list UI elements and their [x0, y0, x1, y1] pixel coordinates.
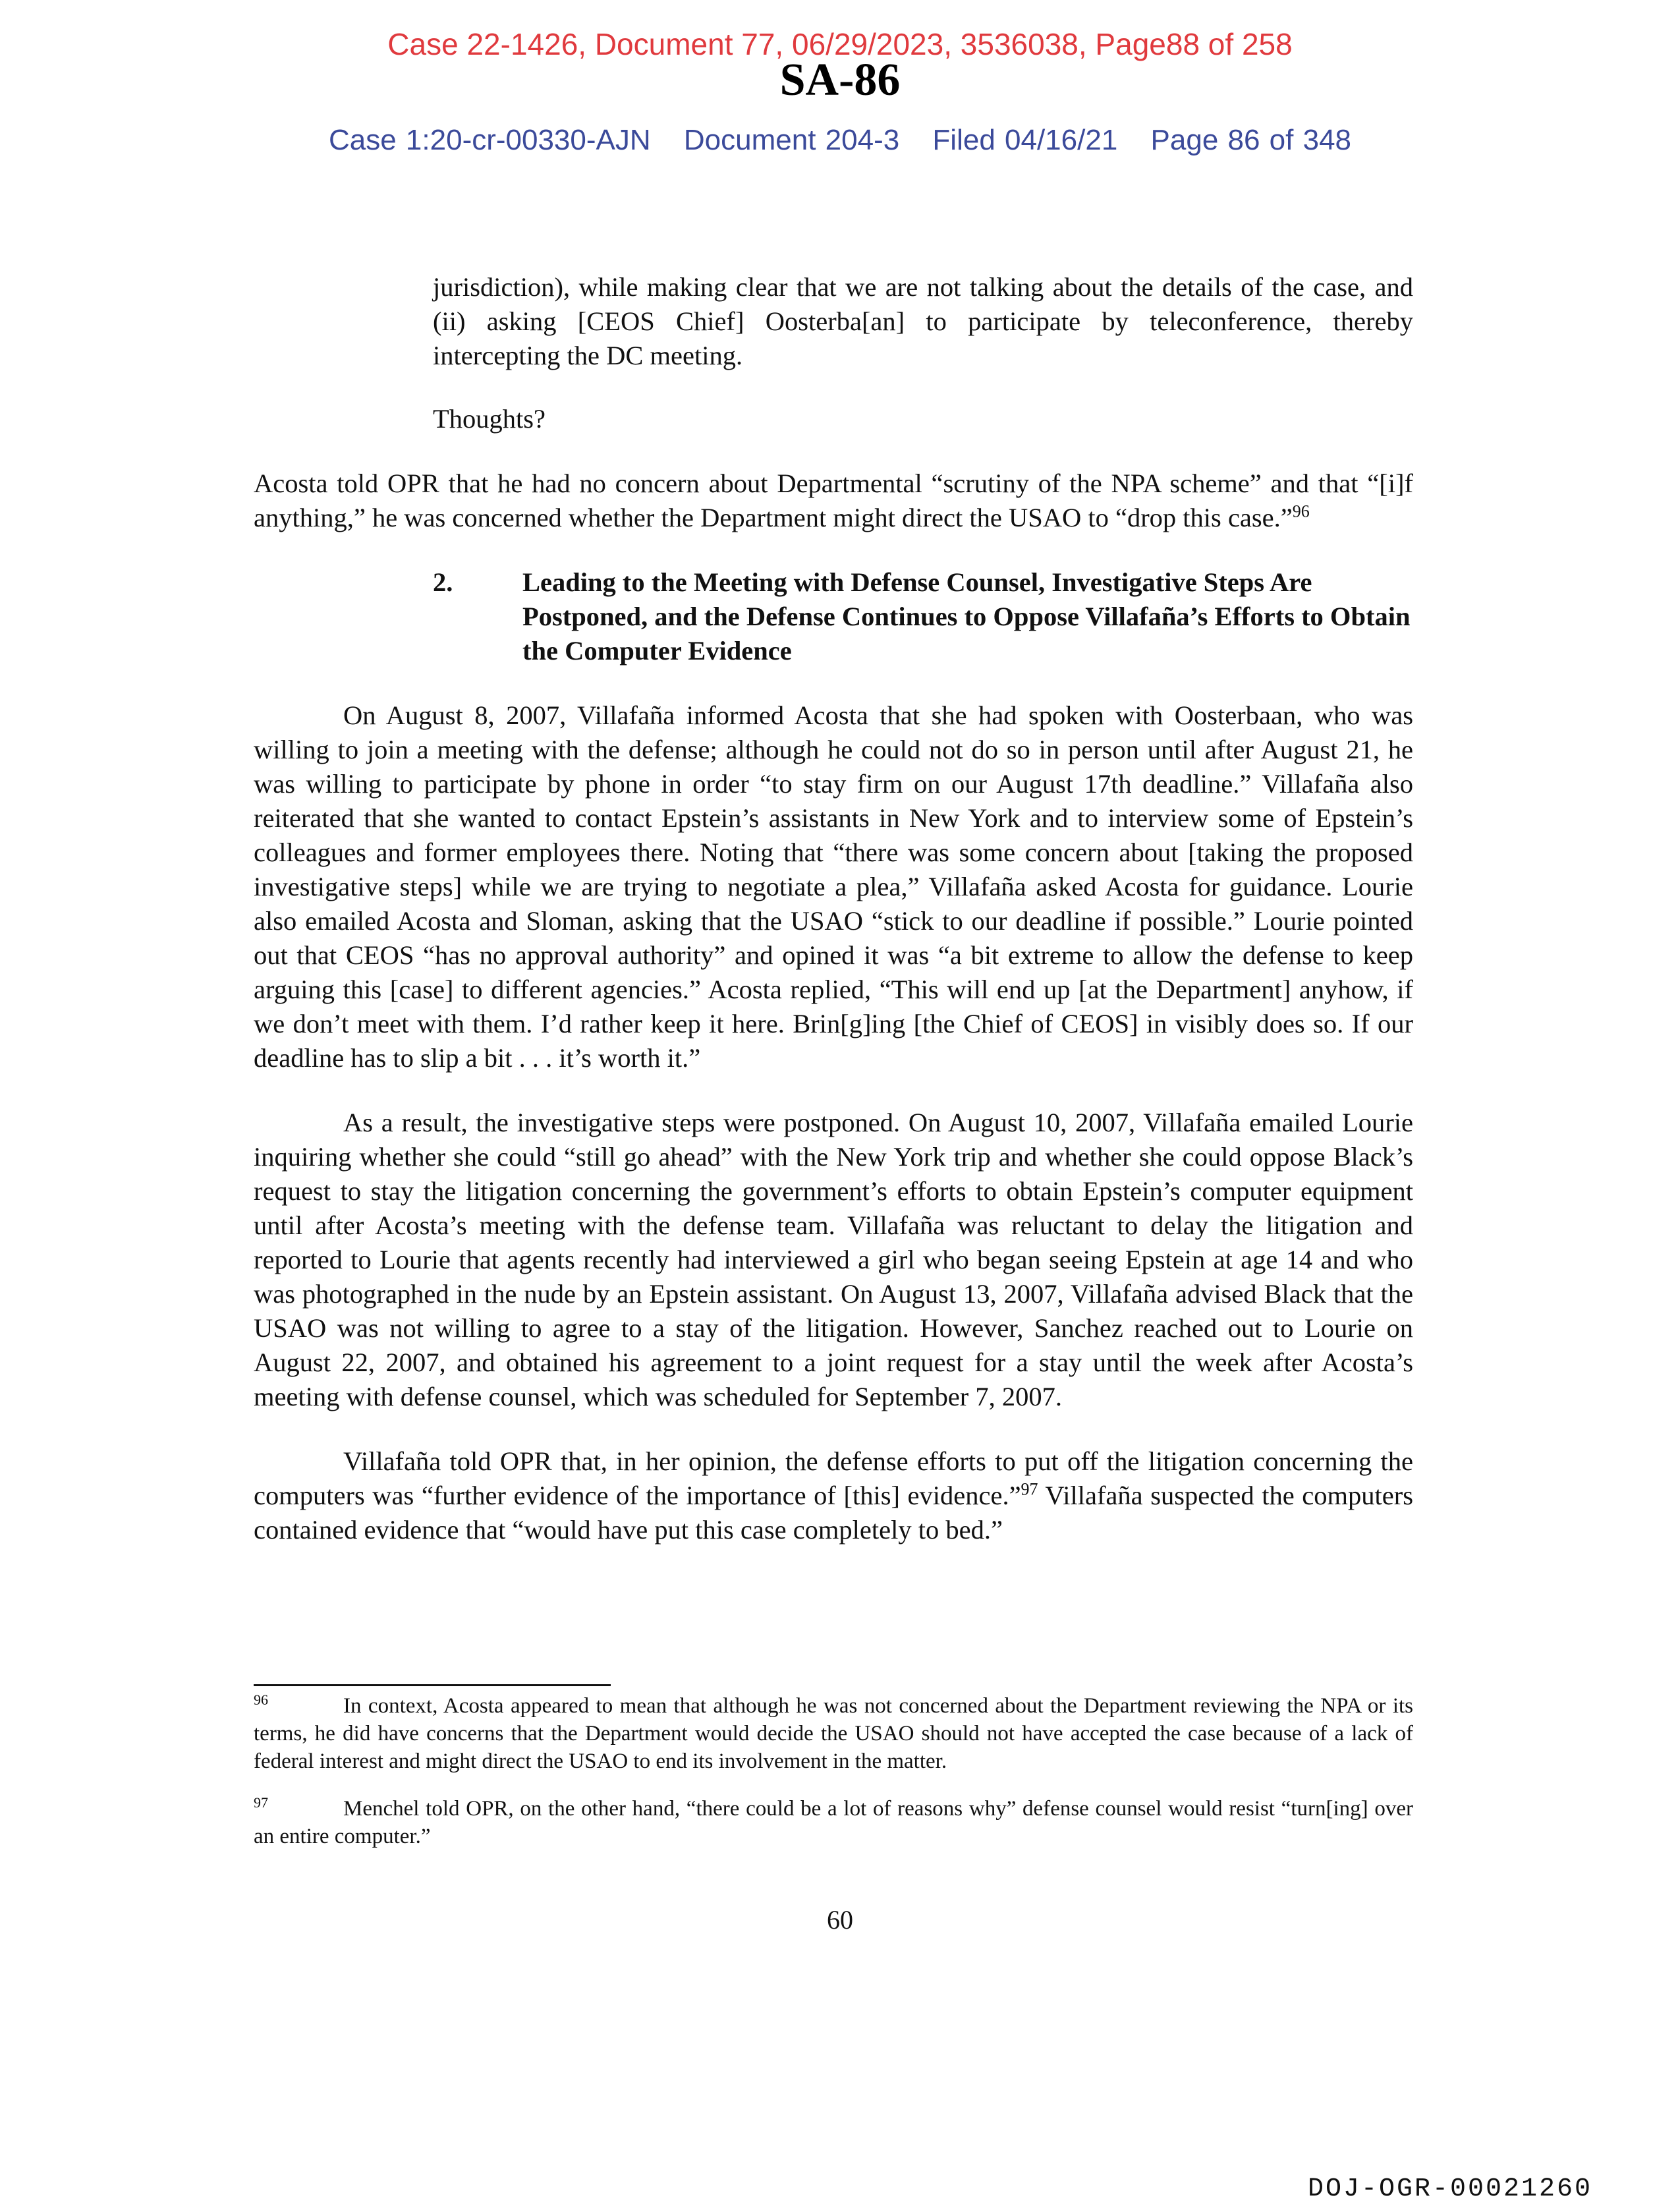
district-case-header	[0, 124, 1680, 157]
page-of-total: Page 86 of 348	[1150, 124, 1352, 156]
section-number: 2.	[433, 567, 453, 597]
footnote-96: 96 In context, Acosta appeared to mean that although he was not concerned about the Department reviewing the NPA or its terms, he did have concerns that the Department would decide the USAO should not have accepted the case because of a lack of federal interest and might direct the USAO to end its involvement in the matter.	[254, 1691, 1413, 1773]
block-quote	[433, 270, 1413, 436]
section-heading	[254, 565, 1413, 668]
appellate-case-header: Case 22-1426, Document 77, 06/29/2023, 3536038, Page88 of 258	[387, 27, 1293, 61]
block-quote-thoughts: Thoughts?	[433, 404, 546, 434]
footnotes	[254, 1692, 1413, 1870]
paragraph-steps-postponed: As a result, the investigative steps were postponed. On August 10, 2007, Villafaña emailed Lourie inquiring whether she could “still go ahead” with the New York trip and whether she could oppose Black’s request to stay the litigation concerning the government’s efforts to obtain Epstein’s computer equipment until after Acosta’s meeting with the defense team. Villafaña was reluctant to delay the litigation and reported to Lourie that agents recently had interviewed a girl who began seeing Epstein at age 14 and who was photographed in the nude by an Epstein assistant. On August 13, 2007, Villafaña advised Black that the USAO was not willing to agree to a stay of the litigation. However, Sanchez reached out to Lourie on August 22, 2007, and obtained his agreement to a joint request for a stay until the week after Acosta’s meeting with defense counsel, which was scheduled for September 7, 2007.	[254, 1108, 1413, 1411]
bates-number: DOJ-OGR-00021260	[1308, 2174, 1593, 2204]
document-body	[254, 270, 1413, 1547]
footnote-divider	[254, 1684, 611, 1686]
footnote-ref-97[interactable]: 97	[1021, 1479, 1038, 1499]
section-title: Leading to the Meeting with Defense Counsel, Investigative Steps Are Postponed, and the Defense Continues to Oppose Villafaña’s Efforts to Obtain the Computer Evidence	[522, 567, 1411, 666]
paragraph-text: Acosta told OPR that he had no concern about Departmental “scrutiny of the NPA scheme” and that “[i]f anything,” he was concerned whether the Department might direct the USAO to “drop this case.”	[254, 468, 1413, 532]
footnote-97: 97 Menchel told OPR, on the other hand, “there could be a lot of reasons why” defense counsel would resist “turn[ing] over an entire computer.”	[254, 1794, 1413, 1848]
case-number: Case 1:20-cr-00330-AJN	[328, 124, 651, 156]
paragraph-august-8: On August 8, 2007, Villafaña informed Acosta that she had spoken with Oosterbaan, who was willing to join a meeting with the defense; although he could not do so in person until after August 21, he was willing to participate by phone in order “to stay firm on our August 17th deadline.” Villafaña also reiterated that she wanted to contact Epstein’s assistants in New York and to interview some of Epstein’s colleagues and former employees there. Noting that “there was some concern about [taking the proposed investigative steps] while we are trying to negotiate a plea,” Villafaña asked Acosta for guidance. Lourie also emailed Acosta and Sloman, asking that the USAO “stick to our deadline if possible.” Lourie pointed out that CEOS “has no approval authority” and opined it was “a bit extreme to allow the defense to keep arguing this [case] to different agencies.” Acosta replied, “This will end up [at the Department] anyhow, if we don’t meet with them. I’d rather keep it here. Brin[g]ing [the Chief of CEOS] in visibly does so. If our deadline has to slip a bit . . . it’s worth it.”	[254, 700, 1413, 1073]
footnote-text: Menchel told OPR, on the other hand, “there could be a lot of reasons why” defense counsel would resist “turn[ing] over an entire computer.”	[254, 1797, 1413, 1848]
paragraph-acosta-concern	[254, 467, 1413, 535]
paragraph-villafana-opinion	[254, 1444, 1413, 1547]
paragraph-text-continued: Villafaña suspected the computers contained evidence that “would have put this case completely to bed.”	[254, 1481, 1413, 1545]
document-number: Document 204-3	[683, 124, 900, 156]
appendix-page-label: SA-86	[779, 55, 901, 105]
filed-date: Filed 04/16/21	[932, 124, 1118, 156]
block-quote-text: jurisdiction), while making clear that we are not talking about the details of the case, and (ii) asking [CEOS Chief] Oosterba[an] to participate by teleconference, thereby intercepting the DC meeting.	[433, 272, 1413, 370]
page-number: 60	[827, 1905, 853, 1935]
footnote-text: In context, Acosta appeared to mean that although he was not concerned about the Department reviewing the NPA or its terms, he did have concerns that the Department would decide the USAO should not have accepted the case because of a lack of federal interest and might direct the USAO to end its involvement in the matter.	[254, 1694, 1413, 1773]
paragraph-text: Villafaña told OPR that, in her opinion, the defense efforts to put off the litigation concerning the computers was “further evidence of the importance of [this] evidence.”	[254, 1446, 1413, 1510]
footnote-ref-96[interactable]: 96	[1292, 501, 1310, 521]
